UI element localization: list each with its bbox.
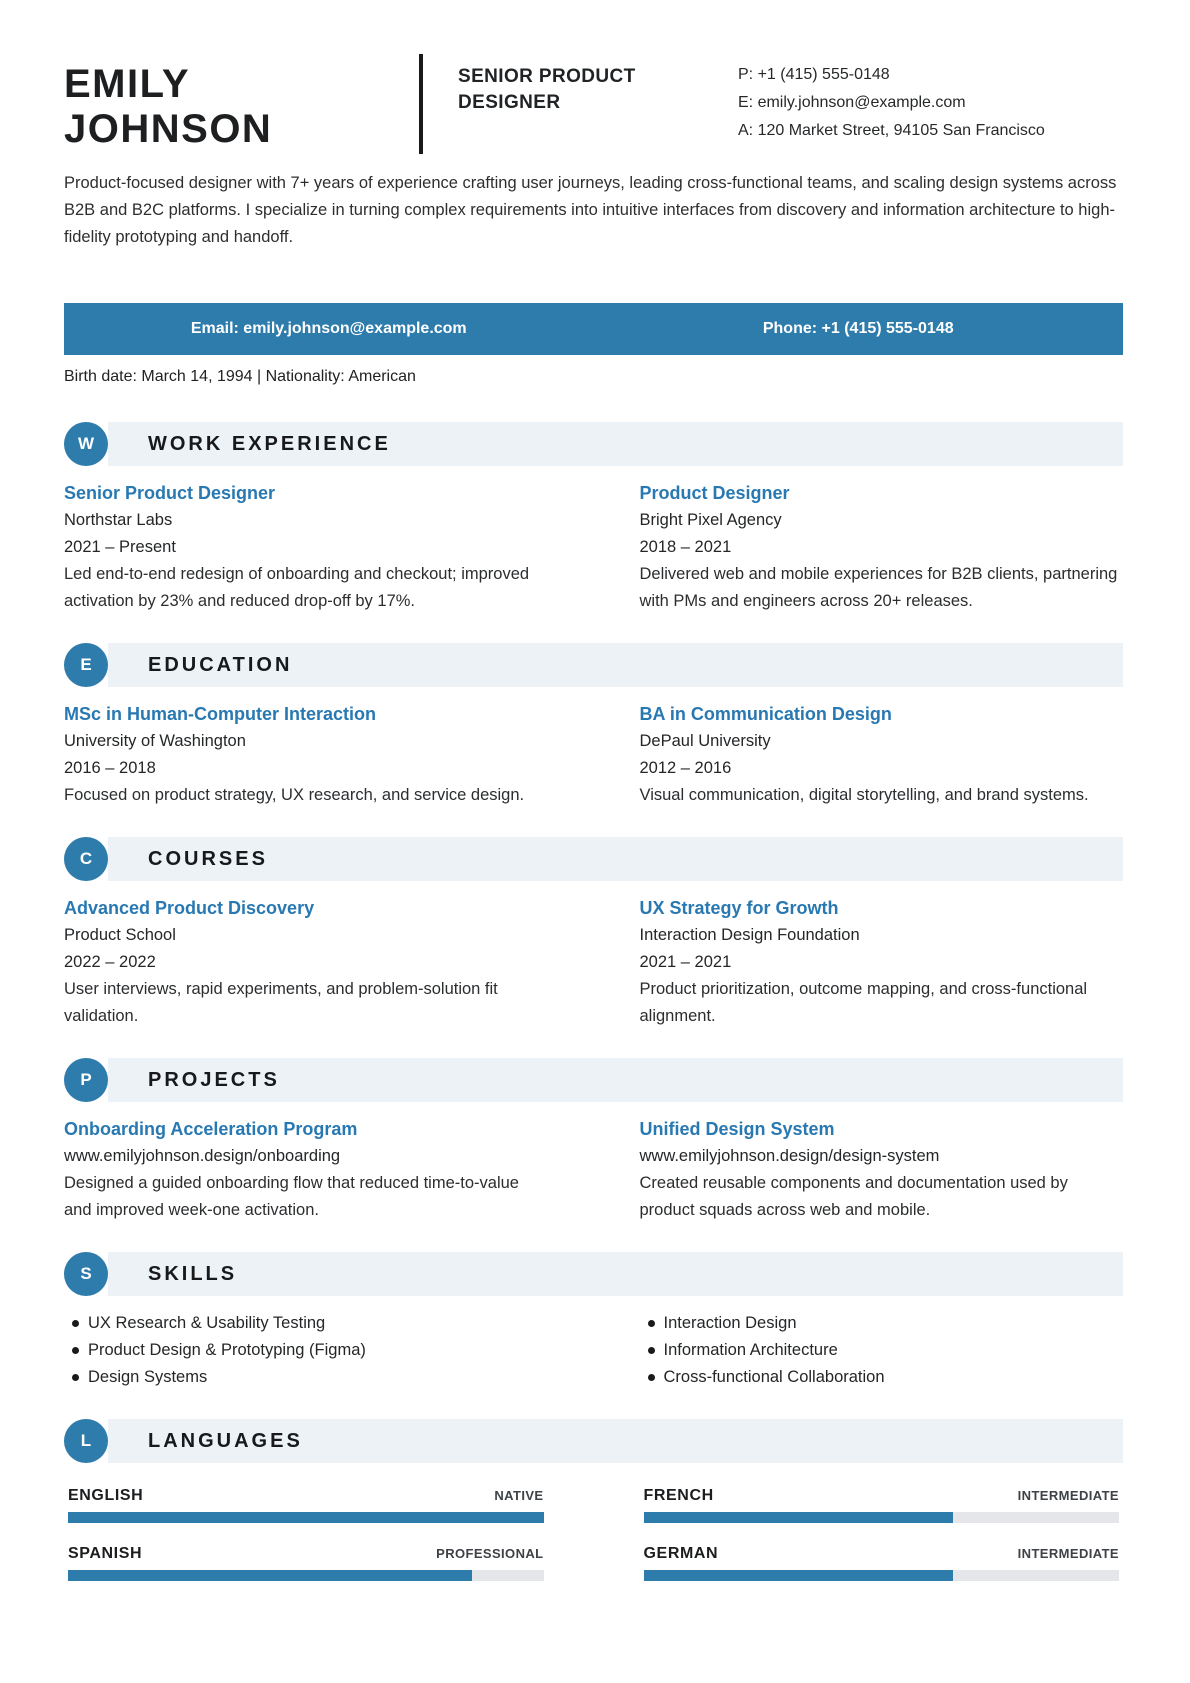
course-entry	[64, 895, 548, 1030]
project-entries	[64, 1116, 1123, 1224]
languages-column-left	[64, 1487, 548, 1603]
entry-title: Product Designer	[639, 483, 790, 503]
languages-grid	[64, 1487, 1123, 1603]
language-level: PROFESSIONAL	[436, 1546, 544, 1561]
language-progress-track	[644, 1512, 1120, 1523]
entry-title: Onboarding Acceleration Program	[64, 1119, 358, 1139]
section-title: LANGUAGES	[108, 1419, 1123, 1463]
language-row	[640, 1487, 1124, 1523]
language-row	[640, 1545, 1124, 1581]
work-entry	[64, 480, 548, 615]
section-title: EDUCATION	[108, 643, 1123, 687]
skill-item: UX Research & Usability Testing	[64, 1310, 548, 1337]
section-languages	[64, 1419, 1123, 1603]
entry-period: 2016 – 2018	[64, 759, 156, 777]
skills-column-right	[640, 1310, 1124, 1391]
profile-summary: Product-focused designer with 7+ years of experience crafting user journeys, leading cross-functional teams, and scaling design systems across B2B and B2C platforms. I specialize in turning complex requirements into intuitive interfaces from discovery and information architecture to high-fidelity prototyping and handoff.	[64, 174, 1117, 246]
language-progress-fill	[68, 1512, 544, 1523]
entry-url: www.emilyjohnson.design/design-system	[639, 1147, 940, 1165]
entry-description: User interviews, rapid experiments, and problem-solution fit validation.	[64, 980, 498, 1025]
languages-column-right	[640, 1487, 1124, 1603]
contact-address-line: A: 120 Market Street, 94105 San Francisco	[738, 122, 1045, 139]
language-row	[64, 1545, 548, 1581]
education-badge-icon: E	[64, 643, 108, 687]
contact-phone-line: P: +1 (415) 555-0148	[738, 66, 890, 83]
language-progress-track	[68, 1512, 544, 1523]
course-entries	[64, 895, 1123, 1030]
contact-bar-email: Email: emily.johnson@example.com	[190, 320, 467, 337]
meta-line: Birth date: March 14, 1994 | Nationality: American	[64, 368, 416, 385]
entry-description: Visual communication, digital storytelling, and brand systems.	[639, 786, 1089, 804]
skills-column-left	[64, 1310, 548, 1391]
section-header	[64, 1252, 1123, 1296]
entry-title: Advanced Product Discovery	[64, 898, 315, 918]
entry-period: 2021 – 2021	[639, 953, 732, 971]
project-entry	[64, 1116, 548, 1224]
section-header	[64, 1058, 1123, 1102]
job-title: SENIOR PRODUCT DESIGNER	[458, 66, 636, 113]
language-progress-fill	[644, 1570, 953, 1581]
language-progress-track	[68, 1570, 544, 1581]
course-entry	[640, 895, 1124, 1030]
language-name: GERMAN	[643, 1545, 719, 1562]
section-header	[64, 1419, 1123, 1463]
entry-organization: Product School	[64, 926, 176, 944]
work-entries	[64, 480, 1123, 615]
section-courses	[64, 837, 1123, 1030]
entry-organization: Northstar Labs	[64, 511, 173, 529]
language-head	[644, 1545, 1120, 1563]
candidate-name	[64, 54, 419, 152]
entry-description: Focused on product strategy, UX research, and service design.	[64, 786, 525, 804]
education-entries	[64, 701, 1123, 809]
skills-badge-icon: S	[64, 1252, 108, 1296]
language-progress-fill	[68, 1570, 472, 1581]
education-entry	[64, 701, 548, 809]
skill-item: Cross-functional Collaboration	[640, 1364, 1124, 1391]
entry-period: 2012 – 2016	[639, 759, 732, 777]
language-name: SPANISH	[68, 1545, 143, 1562]
language-head	[644, 1487, 1120, 1505]
skills-grid	[64, 1310, 1123, 1391]
section-title: WORK EXPERIENCE	[108, 422, 1123, 466]
entry-title: MSc in Human-Computer Interaction	[64, 704, 377, 724]
skill-item: Product Design & Prototyping (Figma)	[64, 1337, 548, 1364]
contact-info	[738, 54, 1045, 145]
language-progress-track	[644, 1570, 1120, 1581]
entry-title: BA in Communication Design	[639, 704, 892, 724]
entry-description: Product prioritization, outcome mapping, and cross-functional alignment.	[639, 980, 1088, 1025]
language-head	[68, 1487, 544, 1505]
language-level: INTERMEDIATE	[1017, 1546, 1119, 1561]
skill-item: Interaction Design	[640, 1310, 1124, 1337]
first-name: EMILY	[64, 62, 191, 106]
language-level: INTERMEDIATE	[1017, 1488, 1119, 1503]
language-progress-fill	[644, 1512, 953, 1523]
entry-organization: DePaul University	[639, 732, 771, 750]
work-entry	[640, 480, 1124, 615]
entry-description: Created reusable components and documentation used by product squads across web and mobile.	[639, 1174, 1068, 1219]
header-divider	[419, 54, 423, 154]
last-name: JOHNSON	[64, 107, 273, 151]
language-name: ENGLISH	[68, 1487, 144, 1504]
language-row	[64, 1487, 548, 1523]
entry-description: Delivered web and mobile experiences for B2B clients, partnering with PMs and engineers across 20+ releases.	[639, 565, 1118, 610]
entry-title: UX Strategy for Growth	[639, 898, 839, 918]
section-skills	[64, 1252, 1123, 1391]
entry-description: Designed a guided onboarding flow that reduced time-to-value and improved week-one activation.	[64, 1174, 519, 1219]
section-header	[64, 837, 1123, 881]
project-entry	[640, 1116, 1124, 1224]
entry-organization: Interaction Design Foundation	[639, 926, 860, 944]
section-title: PROJECTS	[108, 1058, 1123, 1102]
language-name: FRENCH	[643, 1487, 714, 1504]
skill-item: Information Architecture	[640, 1337, 1124, 1364]
section-header	[64, 422, 1123, 466]
entry-period: 2018 – 2021	[639, 538, 732, 556]
contact-email-line: E: emily.johnson@example.com	[738, 94, 966, 111]
language-head	[68, 1545, 544, 1563]
projects-badge-icon: P	[64, 1058, 108, 1102]
work-experience-badge-icon: W	[64, 422, 108, 466]
contact-bar	[64, 303, 1123, 355]
entry-organization: Bright Pixel Agency	[639, 511, 782, 529]
skill-item: Design Systems	[64, 1364, 548, 1391]
section-education	[64, 643, 1123, 809]
courses-badge-icon: C	[64, 837, 108, 881]
section-title: COURSES	[108, 837, 1123, 881]
entry-period: 2021 – Present	[64, 538, 176, 556]
resume-header	[64, 54, 1123, 154]
languages-badge-icon: L	[64, 1419, 108, 1463]
entry-url: www.emilyjohnson.design/onboarding	[64, 1147, 341, 1165]
section-title: SKILLS	[108, 1252, 1123, 1296]
entry-title: Senior Product Designer	[64, 483, 276, 503]
language-level: NATIVE	[494, 1488, 544, 1503]
entry-description: Led end-to-end redesign of onboarding and checkout; improved activation by 23% and reduced drop-off by 17%.	[64, 565, 530, 610]
education-entry	[640, 701, 1124, 809]
contact-bar-phone: Phone: +1 (415) 555-0148	[762, 320, 954, 337]
entry-organization: University of Washington	[64, 732, 246, 750]
entry-period: 2022 – 2022	[64, 953, 156, 971]
section-header	[64, 643, 1123, 687]
section-projects	[64, 1058, 1123, 1224]
section-work-experience	[64, 422, 1123, 615]
entry-title: Unified Design System	[639, 1119, 835, 1139]
